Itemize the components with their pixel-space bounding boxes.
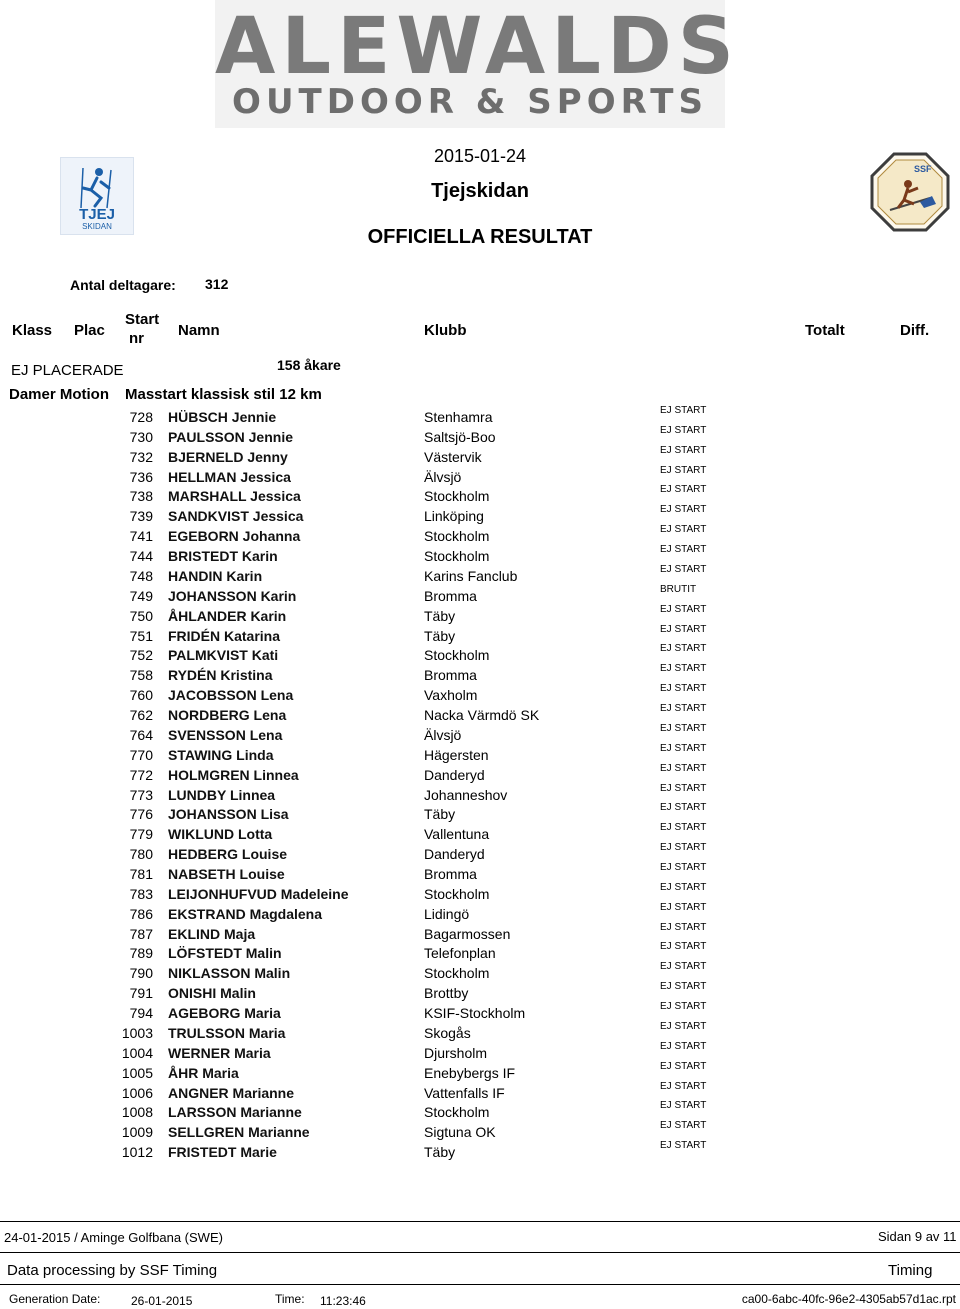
result-status: EJ START (660, 1041, 707, 1052)
bib-number: 1012 (121, 1144, 153, 1160)
result-status: EJ START (660, 1061, 707, 1072)
tjej-logo-text: TJEJ (79, 206, 115, 223)
athlete-name: EGEBORN Johanna (168, 528, 301, 544)
club-name: Linköping (424, 508, 484, 524)
result-status: EJ START (660, 1001, 707, 1012)
athlete-name: EKLIND Maja (168, 926, 256, 942)
club-name: Stenhamra (424, 409, 493, 425)
result-status: EJ START (660, 1021, 707, 1032)
result-status: EJ START (660, 643, 707, 654)
athlete-name: WIKLUND Lotta (168, 826, 273, 842)
generation-date-value: 26-01-2015 (131, 1294, 193, 1308)
ssf-badge-icon (870, 152, 950, 232)
bib-number: 728 (129, 409, 153, 425)
athlete-name: ONISHI Malin (168, 985, 256, 1001)
bib-number: 744 (129, 548, 153, 564)
result-status: EJ START (660, 922, 707, 933)
bib-number: 787 (129, 926, 153, 942)
result-status: EJ START (660, 842, 707, 853)
club-name: Sigtuna OK (424, 1124, 496, 1140)
club-name: Skogås (424, 1025, 471, 1041)
col-start-line2: nr (129, 330, 144, 347)
footer-divider-middle (0, 1252, 960, 1253)
club-name: Brottby (424, 985, 469, 1001)
class-description: Masstart klassisk stil 12 km (125, 386, 322, 403)
athlete-name: PALMKVIST Kati (168, 647, 279, 663)
result-status: EJ START (660, 1100, 707, 1111)
athlete-name: SANDKVIST Jessica (168, 508, 304, 524)
athlete-name: HANDIN Karin (168, 568, 263, 584)
athlete-name: MARSHALL Jessica (168, 488, 301, 504)
club-name: Bagarmossen (424, 926, 511, 942)
result-status: EJ START (660, 1120, 707, 1131)
club-name: Bromma (424, 588, 477, 604)
result-status: BRUTIT (660, 584, 697, 595)
bib-number: 741 (129, 528, 153, 544)
footer-processing: Data processing by SSF Timing (7, 1262, 218, 1279)
bib-number: 781 (129, 866, 153, 882)
bib-number: 751 (129, 628, 153, 644)
result-status: EJ START (660, 1081, 707, 1092)
result-status: EJ START (660, 564, 707, 575)
club-name: Nacka Värmdö SK (424, 707, 540, 723)
athlete-name: LUNDBY Linnea (168, 787, 276, 803)
result-status: EJ START (660, 941, 707, 952)
athlete-name: BJERNELD Jenny (168, 449, 288, 465)
athlete-name: NABSETH Louise (168, 866, 285, 882)
club-name: Stockholm (424, 886, 490, 902)
result-status: EJ START (660, 783, 707, 794)
athlete-name: ANGNER Marianne (168, 1085, 295, 1101)
club-name: Västervik (424, 449, 482, 465)
result-status: EJ START (660, 624, 707, 635)
athlete-name: LARSSON Marianne (168, 1104, 302, 1120)
col-diff: Diff. (900, 322, 930, 339)
col-totalt: Totalt (805, 322, 845, 339)
bib-number: 736 (129, 469, 153, 485)
bib-number: 783 (129, 886, 153, 902)
result-status: EJ START (660, 425, 707, 436)
col-namn: Namn (178, 322, 220, 339)
bib-number: 730 (129, 429, 153, 445)
club-name: Vallentuna (424, 826, 490, 842)
skidan-logo-text: SKIDAN (82, 222, 112, 231)
athlete-name: HELLMAN Jessica (168, 469, 291, 485)
bib-number: 780 (129, 846, 153, 862)
bib-number: 738 (129, 488, 153, 504)
result-status: EJ START (660, 862, 707, 873)
result-status: EJ START (660, 445, 707, 456)
bib-number: 732 (129, 449, 153, 465)
bib-number: 776 (129, 806, 153, 822)
athlete-name: BRISTEDT Karin (168, 548, 278, 564)
club-name: Djursholm (424, 1045, 488, 1061)
bib-number: 786 (129, 906, 153, 922)
sponsor-banner (215, 0, 740, 128)
bib-number: 794 (129, 1005, 153, 1021)
result-status: EJ START (660, 683, 707, 694)
ssf-logo (870, 152, 950, 232)
result-status: EJ START (660, 604, 707, 615)
club-name: Stockholm (424, 1104, 490, 1120)
result-status: EJ START (660, 663, 707, 674)
bib-number: 1005 (121, 1065, 153, 1081)
result-status: EJ START (660, 484, 707, 495)
club-name: Danderyd (424, 846, 485, 862)
footer-timing: Timing (888, 1262, 933, 1279)
bib-number: 790 (129, 965, 153, 981)
bib-number: 1006 (121, 1085, 153, 1101)
athlete-name: ÅHLANDER Karin (168, 608, 287, 624)
bib-number: 750 (129, 608, 153, 624)
club-name: Karins Fanclub (424, 568, 518, 584)
club-name: Hägersten (424, 747, 489, 763)
club-name: Bromma (424, 866, 477, 882)
bib-number: 779 (129, 826, 153, 842)
event-name: Tjejskidan (431, 180, 529, 202)
club-name: Johanneshov (424, 787, 508, 803)
col-start-line1: Start (125, 311, 160, 328)
club-name: Telefonplan (424, 945, 496, 961)
club-name: Danderyd (424, 767, 485, 783)
bib-number: 773 (129, 787, 153, 803)
result-status: EJ START (660, 703, 707, 714)
athlete-name: JOHANSSON Karin (168, 588, 297, 604)
bib-number: 739 (129, 508, 153, 524)
athlete-name: NIKLASSON Malin (168, 965, 291, 981)
club-name: Stockholm (424, 548, 490, 564)
club-name: Stockholm (424, 965, 490, 981)
bib-number: 762 (129, 707, 153, 723)
event-date: 2015-01-24 (433, 146, 527, 166)
club-name: KSIF-Stockholm (424, 1005, 526, 1021)
bib-number: 758 (129, 667, 153, 683)
result-status: EJ START (660, 544, 707, 555)
bib-number: 752 (129, 647, 153, 663)
result-status: EJ START (660, 882, 707, 893)
athlete-name: AGEBORG Maria (168, 1005, 281, 1021)
club-name: Älvsjö (424, 727, 462, 743)
class-name: Damer Motion (9, 386, 110, 403)
club-name: Lidingö (424, 906, 470, 922)
club-name: Bromma (424, 667, 477, 683)
athlete-name: FRISTEDT Marie (168, 1144, 277, 1160)
bib-number: 1009 (121, 1124, 153, 1140)
bib-number: 1004 (121, 1045, 153, 1061)
bib-number: 772 (129, 767, 153, 783)
result-status: EJ START (660, 961, 707, 972)
club-name: Vattenfalls IF (424, 1085, 505, 1101)
bib-number: 749 (129, 588, 153, 604)
banner-title: ALEWALDS (215, 2, 740, 92)
club-name: Täby (424, 806, 456, 822)
col-plac: Plac (74, 322, 105, 339)
bib-number: 748 (129, 568, 153, 584)
section-count: 158 åkare (277, 357, 341, 373)
athlete-name: SELLGREN Marianne (168, 1124, 310, 1140)
section-status: EJ PLACERADE (11, 362, 124, 379)
athlete-name: RYDÉN Kristina (168, 667, 273, 683)
result-status: EJ START (660, 1140, 707, 1151)
time-value: 11:23:46 (320, 1294, 366, 1308)
footer-page: Sidan 9 av 11 (878, 1229, 957, 1244)
athlete-name: LÖFSTEDT Malin (168, 945, 282, 961)
footer-divider-top (0, 1221, 960, 1222)
footer-venue: 24-01-2015 / Aminge Golfbana (SWE) (4, 1230, 223, 1245)
athlete-name: FRIDÉN Katarina (168, 628, 281, 644)
result-status: EJ START (660, 405, 707, 416)
club-name: Älvsjö (424, 469, 462, 485)
result-status: EJ START (660, 743, 707, 754)
page-title: OFFICIELLA RESULTAT (367, 226, 593, 248)
col-klass: Klass (12, 322, 53, 339)
athlete-name: LEIJONHUFVUD Madeleine (168, 886, 349, 902)
athlete-name: PAULSSON Jennie (168, 429, 293, 445)
result-status: EJ START (660, 763, 707, 774)
athlete-name: EKSTRAND Magdalena (168, 906, 323, 922)
bib-number: 764 (129, 727, 153, 743)
club-name: Stockholm (424, 647, 490, 663)
athlete-name: HOLMGREN Linnea (168, 767, 299, 783)
club-name: Täby (424, 608, 456, 624)
athlete-name: HEDBERG Louise (168, 846, 288, 862)
ssf-logo-text: SSF (914, 164, 932, 174)
athlete-name: JOHANSSON Lisa (168, 806, 289, 822)
col-klubb: Klubb (424, 322, 467, 339)
bib-number: 1003 (121, 1025, 153, 1041)
footer-divider-bottom (0, 1284, 960, 1285)
athlete-name: STAWING Linda (168, 747, 274, 763)
athlete-name: JACOBSSON Lena (168, 687, 294, 703)
report-filename: ca00-6abc-40fc-96e2-4305ab57d1ac.rpt (741, 1292, 956, 1306)
athlete-name: WERNER Maria (168, 1045, 271, 1061)
banner-subtitle: OUTDOOR & SPORTS (232, 82, 708, 122)
bib-number: 760 (129, 687, 153, 703)
athlete-name: HÜBSCH Jennie (168, 409, 277, 425)
time-label: Time: (275, 1292, 305, 1306)
bib-number: 791 (129, 985, 153, 1001)
club-name: Enebybergs IF (424, 1065, 516, 1081)
bib-number: 789 (129, 945, 153, 961)
result-status: EJ START (660, 465, 707, 476)
participants-value: 312 (205, 276, 229, 292)
athlete-name: TRULSSON Maria (168, 1025, 286, 1041)
result-status: EJ START (660, 723, 707, 734)
club-name: Täby (424, 1144, 456, 1160)
result-status: EJ START (660, 504, 707, 515)
result-status: EJ START (660, 802, 707, 813)
tjej-skidan-logo (60, 157, 134, 235)
bib-number: 1008 (121, 1104, 153, 1120)
bib-number: 770 (129, 747, 153, 763)
athlete-name: SVENSSON Lena (168, 727, 283, 743)
result-status: EJ START (660, 902, 707, 913)
athlete-name: NORDBERG Lena (168, 707, 287, 723)
result-status: EJ START (660, 524, 707, 535)
club-name: Stockholm (424, 488, 490, 504)
result-status: EJ START (660, 822, 707, 833)
athlete-name: ÅHR Maria (168, 1065, 239, 1081)
participants-label: Antal deltagare: (70, 277, 176, 293)
result-status: EJ START (660, 981, 707, 992)
club-name: Saltsjö-Boo (424, 429, 496, 445)
club-name: Vaxholm (424, 687, 478, 703)
club-name: Täby (424, 628, 456, 644)
generation-date-label: Generation Date: (9, 1292, 101, 1306)
club-name: Stockholm (424, 528, 490, 544)
